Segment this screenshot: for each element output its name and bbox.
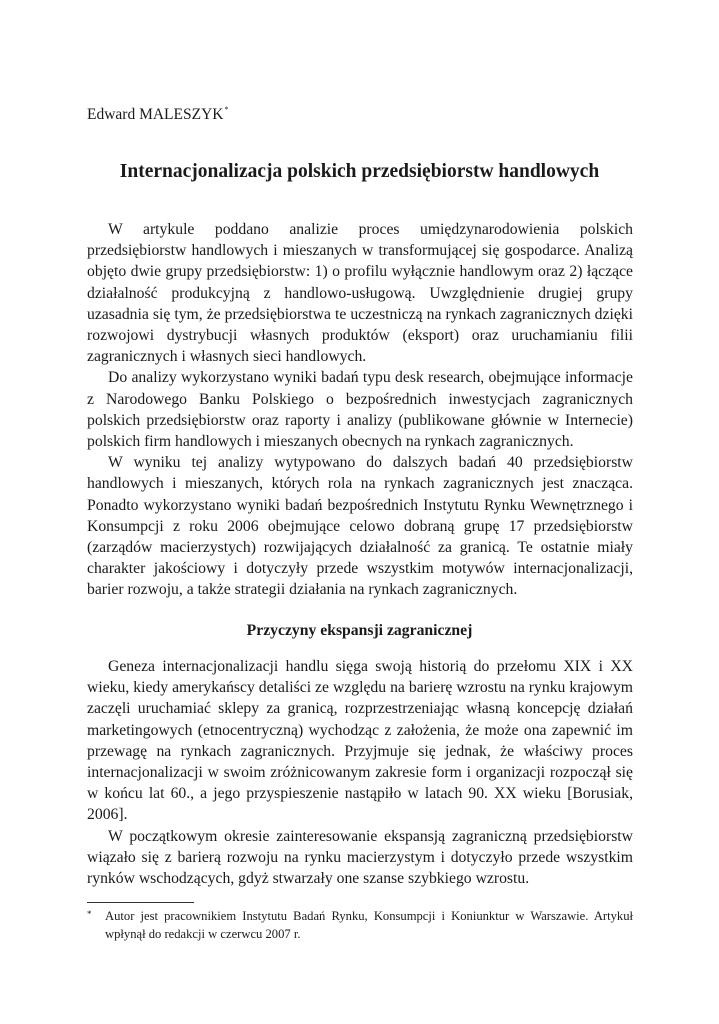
footnote-marker: * xyxy=(87,909,92,919)
footnote-divider xyxy=(87,902,194,903)
abstract-paragraph: W artykule poddano analizie proces umiędzynarodowienia polskich przedsiębiorstw handlowych i mieszanych w transformującej się gospodarce. Analizą objęto dwie grupy przedsiębiorstw: 1) o profilu wyłącznie handlowym oraz 2) łączące działalność produkcyjną z handlowo-usługową. Uwzględnienie drugiej grupy uzasadnia się tym, że przedsiębiorstwa te uczestniczą na rynkach zagranicznych dzięki rozwojowi dystrybucji własnych produktów (eksport) oraz uruchamianiu filii zagranicznych i własnych sieci handlowych. xyxy=(87,221,633,366)
body-paragraph: W początkowym okresie zainteresowanie ekspansją zagraniczną przedsiębiorstw wiązało się z barierą rozwoju na rynku macierzystym i dotyczyło przede wszystkim rynków wschodzących, gdyż stwarzały one szanse szybkiego wzrostu. xyxy=(87,827,633,888)
section-heading: Przyczyny ekspansji zagranicznej xyxy=(246,622,473,639)
footnote xyxy=(87,907,633,943)
author-name: Edward MALESZYK xyxy=(87,106,224,123)
abstract-paragraph: W wyniku tej analizy wytypowano do dalszych badań 40 przedsiębiorstw handlowych i mieszanych, których rola na rynkach zagranicznych jest znacząca. Ponadto wykorzystano wyniki badań bezpośrednich Instytutu Rynku Wewnętrznego i Konsumpcji z roku 2006 obejmujące celowo dobraną grupę 17 przedsiębiorstw (zarządów macierzystych) rozwijających działalność za granicą. Te ostatnie miały charakter jakościowy i dotyczyły przede wszystkim motywów internacjonalizacji, barier rozwoju, a także strategii działania na rynkach zagranicznych. xyxy=(87,454,633,599)
body-paragraph: Geneza internacjonalizacji handlu sięga swoją historią do przełomu XIX i XX wieku, kiedy amerykańscy detaliści ze względu na barierę wzrostu na rynku krajowym zaczęli uruchamiać sklepy za granicą, rozprzestrzeniając własną koncepcję działań marketingowych (etnocentryczną) wychodząc z założenia, że może ona zapewnić im przewagę na rynkach zagranicznych. Przyjmuje się jednak, że właściwy proces internacjonalizacji w swoim zróżnicowanym zakresie form i organizacji rozpoczął się w końcu lat 60., a jego przyspieszenie nastąpiło w latach 90. XX wieku [Borusiak, 2006]. xyxy=(87,658,633,824)
abstract xyxy=(87,219,633,601)
footnote-text: Autor jest pracownikiem Instytutu Badań Rynku, Konsumpcji i Koniunktur w Warszawie. Artykuł wpłynął do redakcji w czerwcu 2007 r. xyxy=(105,909,633,941)
author-footnote-marker[interactable]: * xyxy=(224,105,229,114)
author-line xyxy=(87,100,228,125)
section-body xyxy=(87,656,633,889)
article-title: Internacjonalizacja polskich przedsiębiorstw handlowych xyxy=(119,161,600,182)
abstract-paragraph: Do analizy wykorzystano wyniki badań typu desk research, obejmujące informacje z Narodowego Banku Polskiego o bezpośrednich inwestycjach zagranicznych polskich przedsiębiorstw oraz raporty i analizy (publikowane głównie w Internecie) polskich firm handlowych i mieszanych obecnych na rynkach zagranicznych. xyxy=(87,369,633,451)
